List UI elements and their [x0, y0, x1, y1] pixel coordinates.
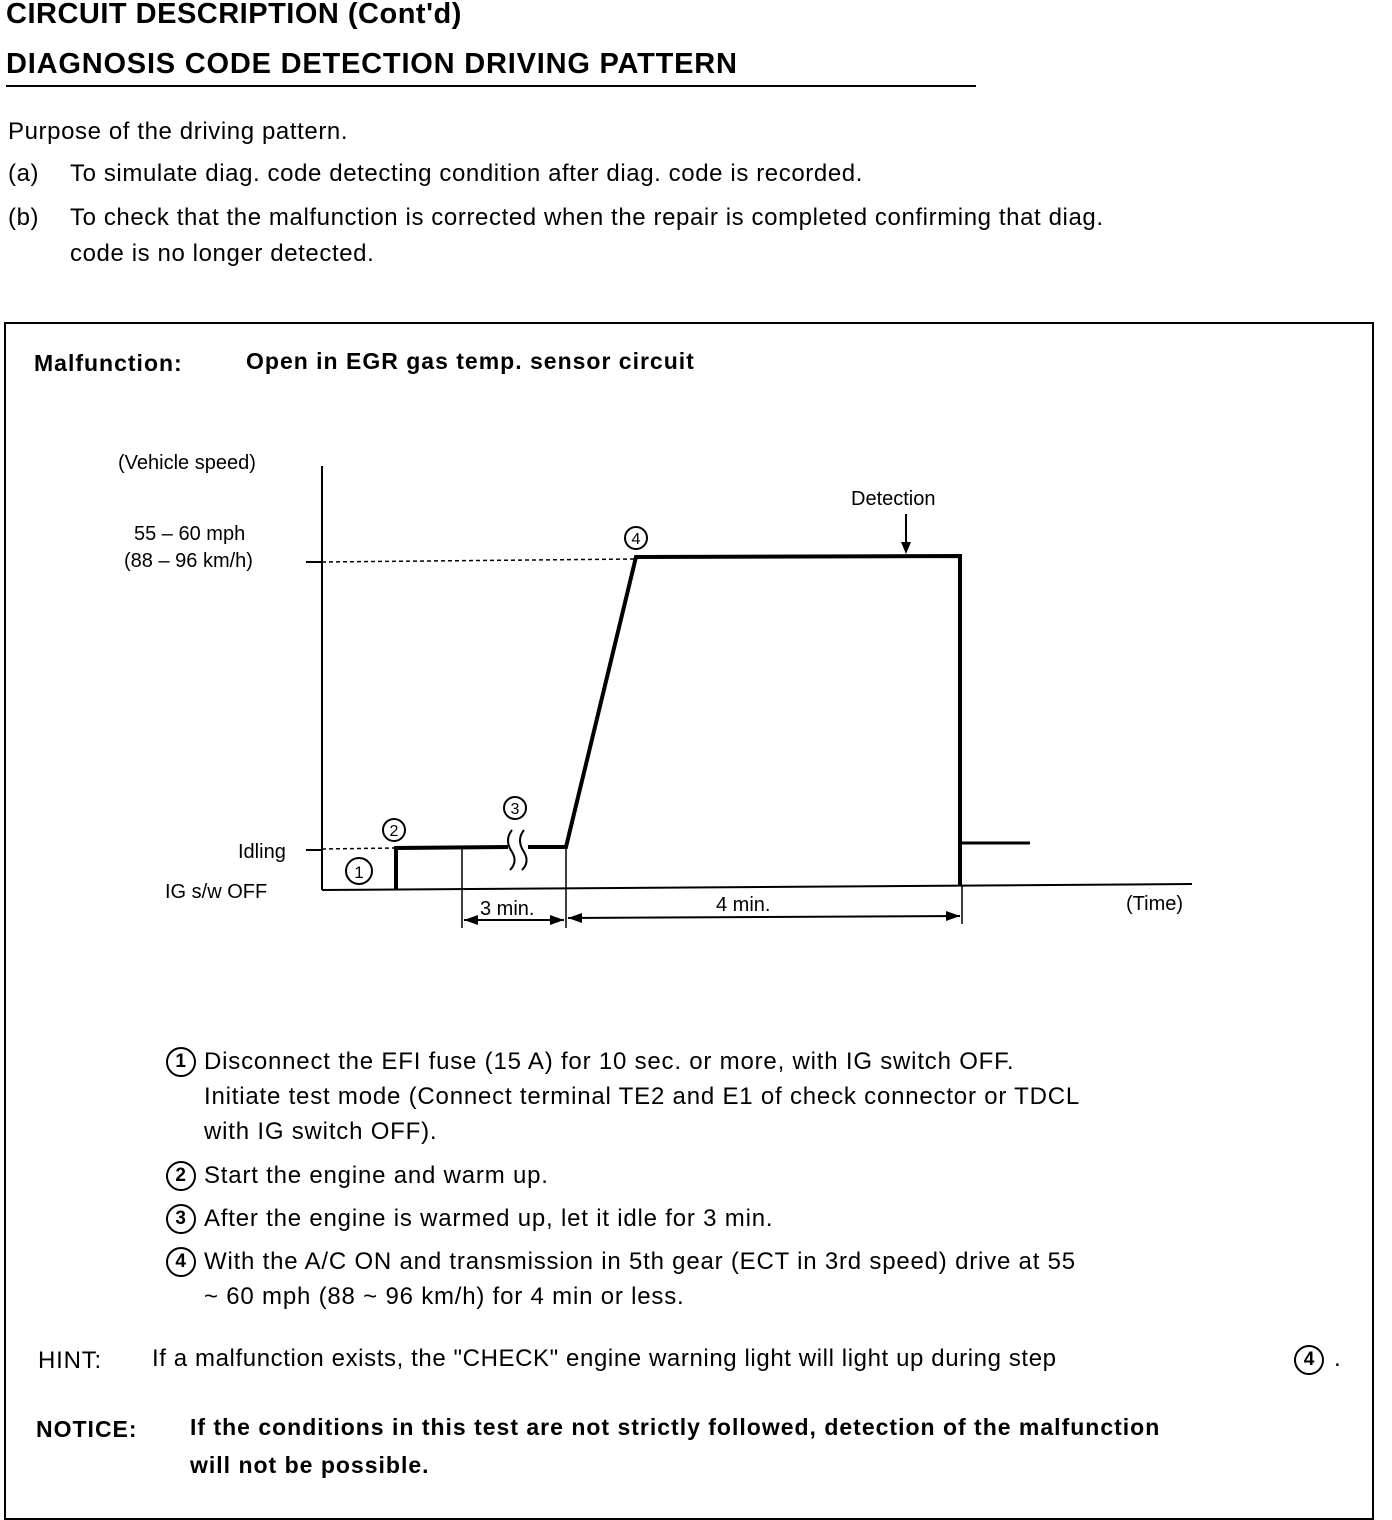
- step-2-text: Start the engine and warm up.: [204, 1162, 549, 1189]
- step-3-number: 3: [166, 1204, 196, 1234]
- dim-arrow-4min: [568, 916, 960, 918]
- page-title: CIRCUIT DESCRIPTION (Cont'd): [6, 0, 462, 30]
- step-1: [166, 1044, 1080, 1149]
- step-1-text: Disconnect the EFI fuse (15 A) for 10 sec. or more, with IG switch OFF. Initiate test mode (Connect terminal TE2 and E1 of check connector or TDCL with IG switch OFF).: [204, 1048, 1081, 1145]
- speed-label-mph: 55 – 60 mph: [134, 523, 246, 545]
- marker-3-label: 3: [510, 801, 520, 818]
- step-2-number: 2: [166, 1161, 196, 1191]
- arrowhead: [946, 911, 960, 921]
- duration-4-label: 4 min.: [716, 894, 771, 916]
- step-1-number: 1: [166, 1047, 196, 1077]
- item-b-text-continued: code is no longer detected.: [70, 240, 375, 267]
- step-2: [166, 1158, 549, 1193]
- x-axis-label: (Time): [1126, 893, 1184, 915]
- notice-label: NOTICE:: [36, 1416, 138, 1442]
- x-axis: [322, 884, 1192, 890]
- section-heading: DIAGNOSIS CODE DETECTION DRIVING PATTERN: [6, 48, 738, 80]
- speed-profile-line-ramp: [528, 556, 960, 885]
- arrowhead: [568, 913, 582, 923]
- step-3: [166, 1201, 773, 1236]
- hint-text: If a malfunction exists, the "CHECK" engine warning light will light up during step: [152, 1345, 1057, 1372]
- malfunction-label: Malfunction:: [34, 350, 183, 376]
- speed-guide-dashed: [322, 559, 636, 562]
- purpose-text: Purpose of the driving pattern.: [8, 118, 349, 145]
- speed-profile-line: [396, 847, 508, 890]
- item-b-label: (b): [8, 204, 40, 231]
- step-4: [166, 1244, 1076, 1314]
- item-b-text: To check that the malfunction is corrected when the repair is completed confirming that diag.: [70, 204, 1104, 231]
- step-4-number: 4: [166, 1247, 196, 1277]
- marker-2-label: 2: [389, 823, 399, 840]
- idle-guide-dashed: [322, 848, 396, 849]
- break-mark: [508, 830, 515, 870]
- y-axis-label: (Vehicle speed): [118, 452, 256, 474]
- item-a-text: To simulate diag. code detecting condition after diag. code is recorded.: [70, 160, 863, 187]
- marker-4-label: 4: [631, 531, 641, 548]
- step-4-text: With the A/C ON and transmission in 5th gear (ECT in 3rd speed) drive at 55 ~ 60 mph (88 ~ 96 km/h) for 4 min or less.: [204, 1248, 1076, 1310]
- speed-label-kmh: (88 – 96 km/h): [124, 550, 253, 572]
- arrowhead: [550, 915, 564, 925]
- hint-label: HINT:: [38, 1347, 102, 1374]
- step-3-text: After the engine is warmed up, let it idle for 3 min.: [204, 1205, 774, 1232]
- hint-step-number: 4: [1294, 1345, 1324, 1375]
- item-a-label: (a): [8, 160, 40, 187]
- duration-3-label: 3 min.: [480, 898, 535, 920]
- notice-text: If the conditions in this test are not strictly followed, detection of the malfunction will not be possible.: [190, 1414, 1161, 1478]
- detection-label: Detection: [851, 488, 936, 510]
- hint-period: .: [1334, 1345, 1341, 1372]
- break-mark: [520, 830, 527, 870]
- arrowhead: [464, 915, 478, 925]
- detection-arrowhead: [901, 542, 911, 554]
- marker-1-label: 1: [354, 863, 364, 882]
- idling-label: Idling: [238, 841, 286, 863]
- ig-off-label: IG s/w OFF: [165, 881, 268, 903]
- malfunction-value: Open in EGR gas temp. sensor circuit: [246, 348, 695, 374]
